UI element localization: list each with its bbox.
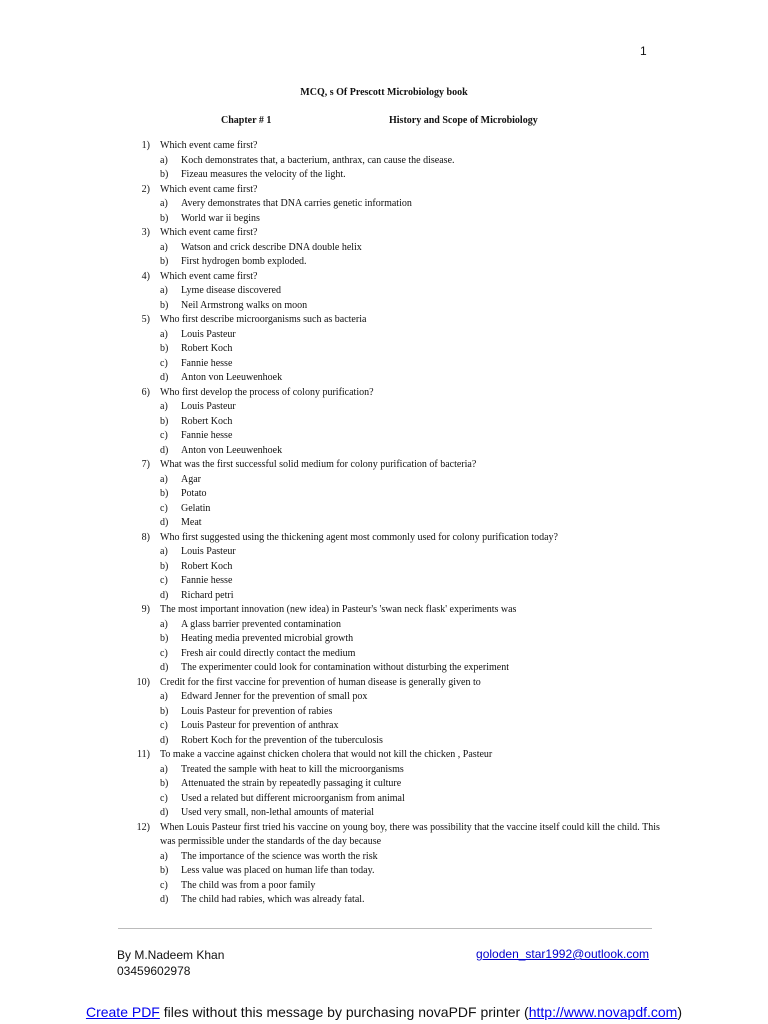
option-text: The importance of the science was worth the risk: [181, 850, 378, 862]
answer-option: [0, 429, 768, 444]
option-text: Lyme disease discovered: [181, 285, 281, 296]
answer-option: [0, 705, 768, 720]
option-text: Fannie hesse: [181, 575, 233, 586]
question-number: 5): [141, 314, 150, 325]
answer-option: [0, 197, 768, 212]
answer-option: [0, 618, 768, 633]
option-text: Koch demonstrates that, a bacterium, anthrax, can cause the disease.: [181, 154, 455, 166]
option-letter: c): [160, 575, 168, 586]
answer-option: [0, 893, 768, 908]
question-item: [0, 821, 768, 850]
footer-divider: [118, 928, 652, 929]
question-text: The most important innovation (new idea) in Pasteur's 'swan neck flask' experiments was: [160, 604, 517, 615]
answer-option: [0, 168, 768, 183]
option-text: Used a related but different microorganism from animal: [181, 792, 405, 804]
question-item: [0, 183, 768, 198]
option-letter: c): [160, 647, 168, 659]
option-text: Watson and crick describe DNA double helix: [181, 241, 362, 253]
answer-option: [0, 255, 768, 270]
option-text: Attenuated the strain by repeatedly passaging it culture: [181, 778, 402, 789]
option-letter: a): [160, 285, 168, 296]
option-text: Louis Pasteur for prevention of anthrax: [181, 720, 339, 731]
answer-option: [0, 574, 768, 589]
chapter-label: Chapter # 1: [221, 115, 272, 126]
answer-option: [0, 516, 768, 531]
answer-option: [0, 806, 768, 821]
answer-option: [0, 444, 768, 459]
option-text: Heating media prevented microbial growth: [181, 633, 354, 644]
option-text: World war ii begins: [181, 212, 260, 224]
question-text: Which event came first?: [160, 227, 258, 238]
create-pdf-link[interactable]: Create PDF: [85, 1004, 160, 1020]
question-text: Who first suggested using the thickening agent most commonly used for colony purification today?: [160, 531, 558, 543]
option-letter: b): [160, 256, 169, 267]
option-text: Robert Koch for the prevention of the tuberculosis: [181, 734, 383, 746]
question-item: [0, 386, 768, 401]
option-text: Meat: [181, 517, 202, 528]
question-number: 11): [137, 749, 150, 760]
option-letter: b): [160, 343, 169, 354]
question-item: [0, 270, 768, 285]
answer-option: [0, 328, 768, 343]
answer-option: [0, 763, 768, 778]
option-letter: b): [160, 778, 169, 789]
answer-option: [0, 371, 768, 386]
option-letter: d): [160, 734, 169, 746]
option-letter: d): [160, 807, 169, 818]
question-text: When Louis Pasteur first tried his vaccine on young boy, there was possibility that the vaccine itself could kill the child. This was permissible under the standards of the day because: [160, 821, 660, 847]
question-list: [0, 139, 768, 908]
option-letter: c): [160, 357, 168, 369]
option-text: The child was from a poor family: [181, 879, 316, 891]
answer-option: [0, 589, 768, 604]
question-item: [0, 226, 768, 241]
option-text: Louis Pasteur: [181, 401, 236, 412]
option-text: Anton von Leeuwenhoek: [181, 372, 283, 383]
question-number: 8): [141, 531, 150, 543]
answer-option: [0, 850, 768, 865]
question-number: 7): [141, 459, 150, 470]
option-letter: a): [160, 850, 168, 862]
question-text: Who first develop the process of colony purification?: [160, 386, 374, 398]
answer-option: [0, 734, 768, 749]
question-item: [0, 748, 768, 763]
chapter-topic: History and Scope of Microbiology: [389, 115, 538, 126]
option-letter: b): [160, 633, 169, 644]
answer-option: [0, 299, 768, 314]
footer-author-block: [117, 947, 224, 979]
option-text: Less value was placed on human life than today.: [181, 865, 375, 876]
question-item: [0, 603, 768, 618]
option-text: Edward Jenner for the prevention of small pox: [181, 691, 368, 702]
answer-option: [0, 400, 768, 415]
question-number: 6): [141, 386, 150, 398]
option-letter: c): [160, 792, 168, 804]
option-text: Robert Koch: [181, 560, 233, 572]
option-letter: a): [160, 546, 168, 557]
option-letter: a): [160, 763, 168, 775]
question-text: Credit for the first vaccine for prevention of human disease is generally given to: [160, 676, 481, 688]
novapdf-url-link[interactable]: http://www.novapdf.com: [528, 1004, 678, 1020]
answer-option: [0, 690, 768, 705]
question-number: 9): [141, 604, 150, 615]
question-text: What was the first successful solid medium for colony purification of bacteria?: [160, 459, 477, 470]
option-letter: a): [160, 618, 168, 630]
option-letter: c): [160, 879, 168, 891]
answer-option: [0, 502, 768, 517]
option-letter: d): [160, 517, 169, 528]
answer-option: [0, 284, 768, 299]
option-letter: c): [160, 430, 168, 441]
answer-option: [0, 879, 768, 894]
option-letter: b): [160, 415, 169, 427]
option-letter: b): [160, 169, 169, 180]
answer-option: [0, 647, 768, 662]
option-text: First hydrogen bomb exploded.: [181, 256, 307, 267]
option-text: Fizeau measures the velocity of the light.: [181, 169, 346, 180]
option-letter: d): [160, 589, 169, 601]
option-letter: a): [160, 328, 168, 340]
answer-option: [0, 777, 768, 792]
option-letter: c): [160, 502, 168, 514]
banner-text: files without this message by purchasing novaPDF printer (: [159, 1004, 529, 1020]
option-text: Agar: [181, 473, 201, 485]
option-letter: a): [160, 401, 168, 412]
answer-option: [0, 661, 768, 676]
question-number: 2): [141, 183, 150, 195]
question-text: Which event came first?: [160, 183, 258, 195]
option-text: The child had rabies, which was already fatal.: [181, 894, 365, 905]
answer-option: [0, 154, 768, 169]
question-number: 10): [136, 676, 150, 688]
question-item: [0, 313, 768, 328]
answer-option: [0, 342, 768, 357]
option-letter: b): [160, 560, 169, 572]
option-letter: d): [160, 662, 169, 673]
author-phone: 03459602978: [117, 964, 191, 978]
option-text: Gelatin: [181, 502, 211, 514]
question-number: 12): [136, 821, 150, 833]
page-number: 1: [640, 44, 647, 58]
option-text: Treated the sample with heat to kill the microorganisms: [181, 763, 404, 775]
question-item: [0, 139, 768, 154]
question-item: [0, 531, 768, 546]
option-text: Avery demonstrates that DNA carries genetic information: [181, 198, 412, 209]
answer-option: [0, 632, 768, 647]
answer-option: [0, 415, 768, 430]
question-text: Who first describe microorganisms such as bacteria: [160, 314, 367, 325]
option-text: Potato: [181, 488, 207, 499]
option-text: Louis Pasteur: [181, 546, 236, 557]
question-number: 4): [141, 270, 150, 282]
option-text: Neil Armstrong walks on moon: [181, 299, 308, 311]
option-text: A glass barrier prevented contamination: [181, 618, 341, 630]
option-letter: a): [160, 473, 168, 485]
question-number: 3): [141, 227, 150, 238]
question-item: [0, 676, 768, 691]
question-text: To make a vaccine against chicken cholera that would not kill the chicken , Pasteur: [160, 749, 493, 760]
answer-option: [0, 357, 768, 372]
answer-option: [0, 212, 768, 227]
answer-option: [0, 473, 768, 488]
question-item: [0, 458, 768, 473]
author-email-link[interactable]: goloden_star1992@outlook.com: [476, 947, 649, 961]
question-number: 1): [141, 140, 150, 151]
answer-option: [0, 719, 768, 734]
option-letter: a): [160, 198, 168, 209]
option-text: Robert Koch: [181, 415, 233, 427]
option-letter: d): [160, 894, 169, 905]
option-text: Louis Pasteur: [181, 328, 236, 340]
question-text: Which event came first?: [160, 270, 258, 282]
option-letter: b): [160, 212, 169, 224]
option-text: Fresh air could directly contact the medium: [181, 647, 356, 659]
answer-option: [0, 487, 768, 502]
option-letter: b): [160, 865, 169, 876]
option-text: Used very small, non-lethal amounts of material: [181, 807, 375, 818]
question-text: Which event came first?: [160, 140, 258, 151]
option-text: Fannie hesse: [181, 357, 233, 369]
option-letter: b): [160, 488, 169, 499]
novapdf-banner: [0, 1004, 768, 1020]
option-text: Robert Koch: [181, 343, 233, 354]
option-letter: a): [160, 241, 168, 253]
option-text: The experimenter could look for contamination without disturbing the experiment: [181, 662, 509, 673]
option-text: Louis Pasteur for prevention of rabies: [181, 705, 333, 717]
banner-text-end: ): [677, 1004, 683, 1020]
answer-option: [0, 560, 768, 575]
author-name: By M.Nadeem Khan: [117, 948, 225, 962]
answer-option: [0, 545, 768, 560]
answer-option: [0, 241, 768, 256]
option-letter: d): [160, 372, 169, 383]
option-letter: d): [160, 444, 169, 456]
option-text: Anton von Leeuwenhoek: [181, 444, 283, 456]
option-letter: a): [160, 154, 168, 166]
option-text: Fannie hesse: [181, 430, 233, 441]
option-letter: b): [160, 299, 169, 311]
option-letter: b): [160, 705, 169, 717]
answer-option: [0, 792, 768, 807]
option-text: Richard petri: [181, 589, 234, 601]
answer-option: [0, 864, 768, 879]
document-title: MCQ, s Of Prescott Microbiology book: [300, 87, 468, 98]
option-letter: c): [160, 720, 168, 731]
option-letter: a): [160, 691, 168, 702]
